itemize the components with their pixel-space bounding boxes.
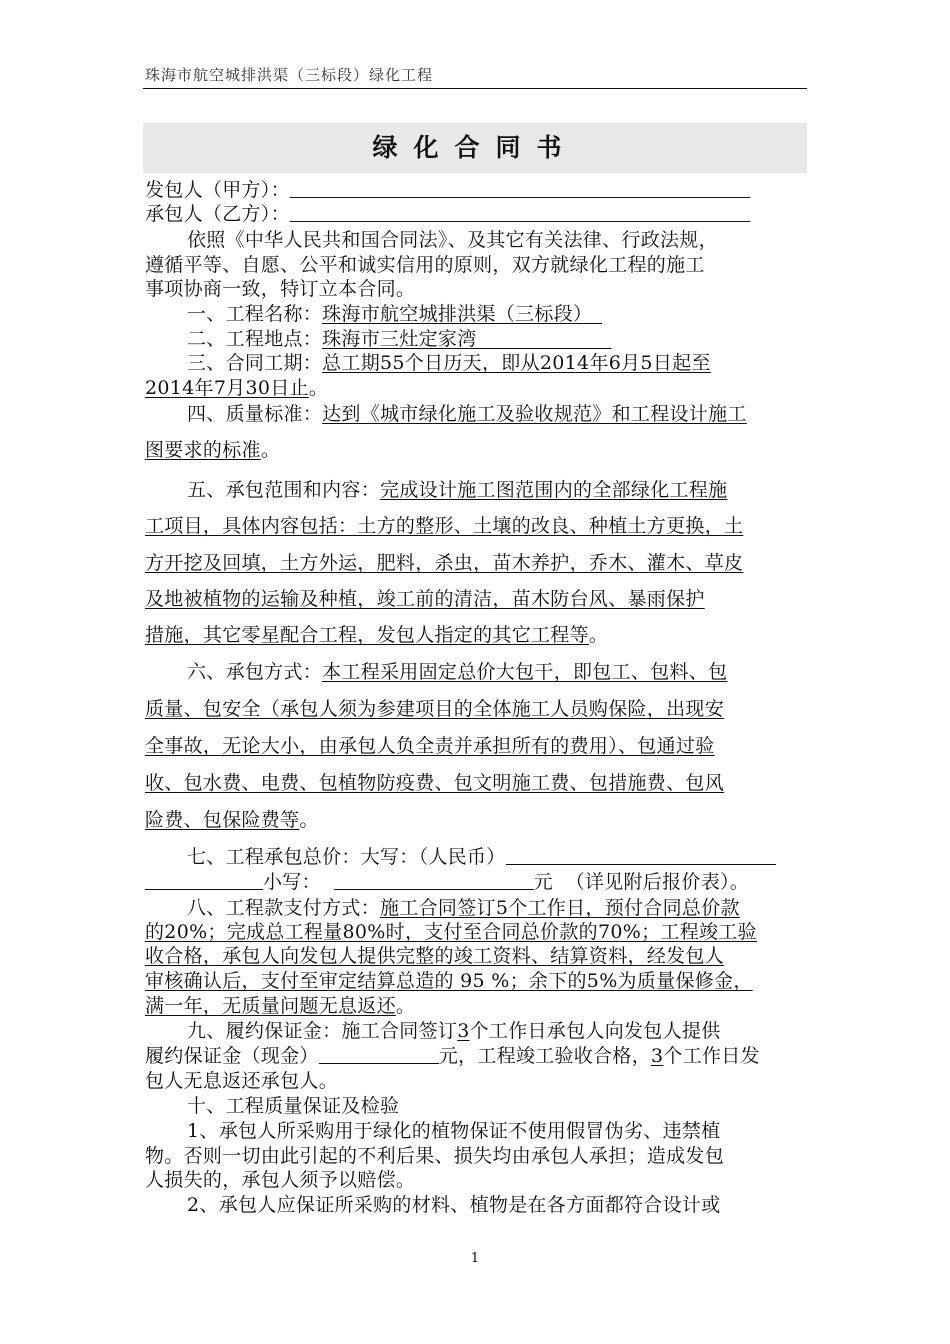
clause-8-line: 收合格，承包人向发包人提供完整的竣工资料、结算资料，经发包人 (145, 945, 725, 967)
clause-8-line: 审核确认后，支付至审定结算总造的 95 %；余下的5%为质量保修金， (145, 970, 753, 992)
clause-7: 七、工程承包总价：大写：（人民币） (145, 845, 807, 869)
party-b-line: 承包人（乙方）： (145, 202, 807, 226)
clause-5-line: 措施，其它零星配合工程，发包人指定的其它工程等。 (145, 624, 609, 646)
intro-line: 事项协商一致，特订立本合同。 (145, 278, 416, 300)
clause-7-cont: 小写： 元 （详见附后报价表）。 (145, 870, 807, 894)
clause-10-p1: 人损失的，承包人须予以赔偿。 (145, 1169, 416, 1191)
running-header: 珠海市航空城排洪渠（三标段）绿化工程 (145, 66, 434, 84)
clause-10-p2: 2、承包人应保证所采购的材料、植物是在各方面都符合设计或 (187, 1194, 721, 1216)
clause-3-cont: 2014年7月30日止。 (145, 377, 329, 399)
clause-8: 八、工程款支付方式：施工合同签订5个工作日，预付合同总价款 (187, 897, 740, 919)
contract-period: 总工期55个日历天，即从2014年6月5日起至 (322, 352, 711, 374)
clause-6-line: 全事故，无论大小，由承包人负全责并承担所有的费用）、包通过验 (145, 735, 715, 757)
clause-9-cont: 包人无息返还承包人。 (145, 1070, 339, 1092)
clause-10-p1: 物。否则一切由此引起的不利后果、损失均由承包人承担；造成发包 (145, 1145, 725, 1167)
clause-4-cont: 图要求的标准。 (145, 439, 281, 461)
clause-6-line: 收、包水费、电费、包植物防疫费、包文明施工费、包措施费、包风 (145, 772, 725, 794)
clause-5-line: 工项目，具体内容包括：土方的整形、土壤的改良、种植土方更换，土 (145, 515, 744, 537)
clause-1: 一、工程名称：珠海市航空城排洪渠（三标段） (187, 303, 583, 325)
project-location: 珠海市三灶定家湾 (322, 328, 477, 350)
clause-9: 九、履约保证金：施工合同签订3个工作日承包人向发包人提供 (187, 1020, 721, 1042)
clause-5-line: 及地被植物的运输及种植，竣工前的清洁，苗木防台风、暴雨保护 (145, 588, 705, 610)
quality-standard: 达到《城市绿化施工及验收规范》和工程设计施工 (322, 403, 747, 425)
clause-6-line: 险费、包保险费等。 (145, 809, 319, 831)
price-figures-blank (334, 871, 534, 890)
party-a-blank (290, 179, 750, 198)
clause-6: 六、承包方式：本工程采用固定总价大包干，即包工、包料、包 (187, 661, 728, 683)
price-words-blank (506, 846, 776, 865)
clause-5: 五、承包范围和内容：完成设计施工图范围内的全部绿化工程施 (187, 479, 728, 501)
title-bar (143, 123, 807, 173)
intro-line: 遵循平等、自愿、公平和诚实信用的原则，双方就绿化工程的施工 (145, 254, 705, 276)
page-number: 1 (470, 1251, 480, 1266)
clause-10-heading: 十、工程质量保证及检验 (187, 1095, 400, 1117)
clause-8-line: 满一年，无质量问题无息返还。 (145, 995, 416, 1017)
party-a-line: 发包人（甲方）： (145, 178, 807, 202)
project-name: 珠海市航空城排洪渠（三标段） (322, 303, 583, 325)
clause-3: 三、合同工期：总工期55个日历天，即从2014年6月5日起至 (187, 352, 711, 374)
clause-8-line: 的20%；完成总工程量80%时，支付至合同总价款的70%；工程竣工验 (145, 921, 757, 943)
document-title: 绿化合同书 (372, 133, 578, 162)
deposit-blank (319, 1045, 439, 1064)
clause-4: 四、质量标准：达到《城市绿化施工及验收规范》和工程设计施工 (187, 403, 747, 425)
clause-5-line: 方开挖及回填，土方外运，肥料，杀虫，苗木养护，乔木、灌木、草皮 (145, 552, 744, 574)
clause-9-cont: 履约保证金（现金） 元，工程竣工验收合格，3个工作日发 (145, 1045, 760, 1067)
clause-6-line: 质量、包安全（承包人须为参建项目的全体施工人员购保险，出现安 (145, 698, 725, 720)
party-b-blank (290, 203, 750, 222)
header-rule (143, 88, 807, 89)
clause-2: 二、工程地点：珠海市三灶定家湾 (187, 328, 477, 350)
clause-10-p1: 1、承包人所采购用于绿化的植物保证不使用假冒伪劣、违禁植 (187, 1120, 721, 1142)
intro-line: 依照《中华人民共和国合同法》、及其它有关法律、行政法规， (187, 229, 718, 251)
